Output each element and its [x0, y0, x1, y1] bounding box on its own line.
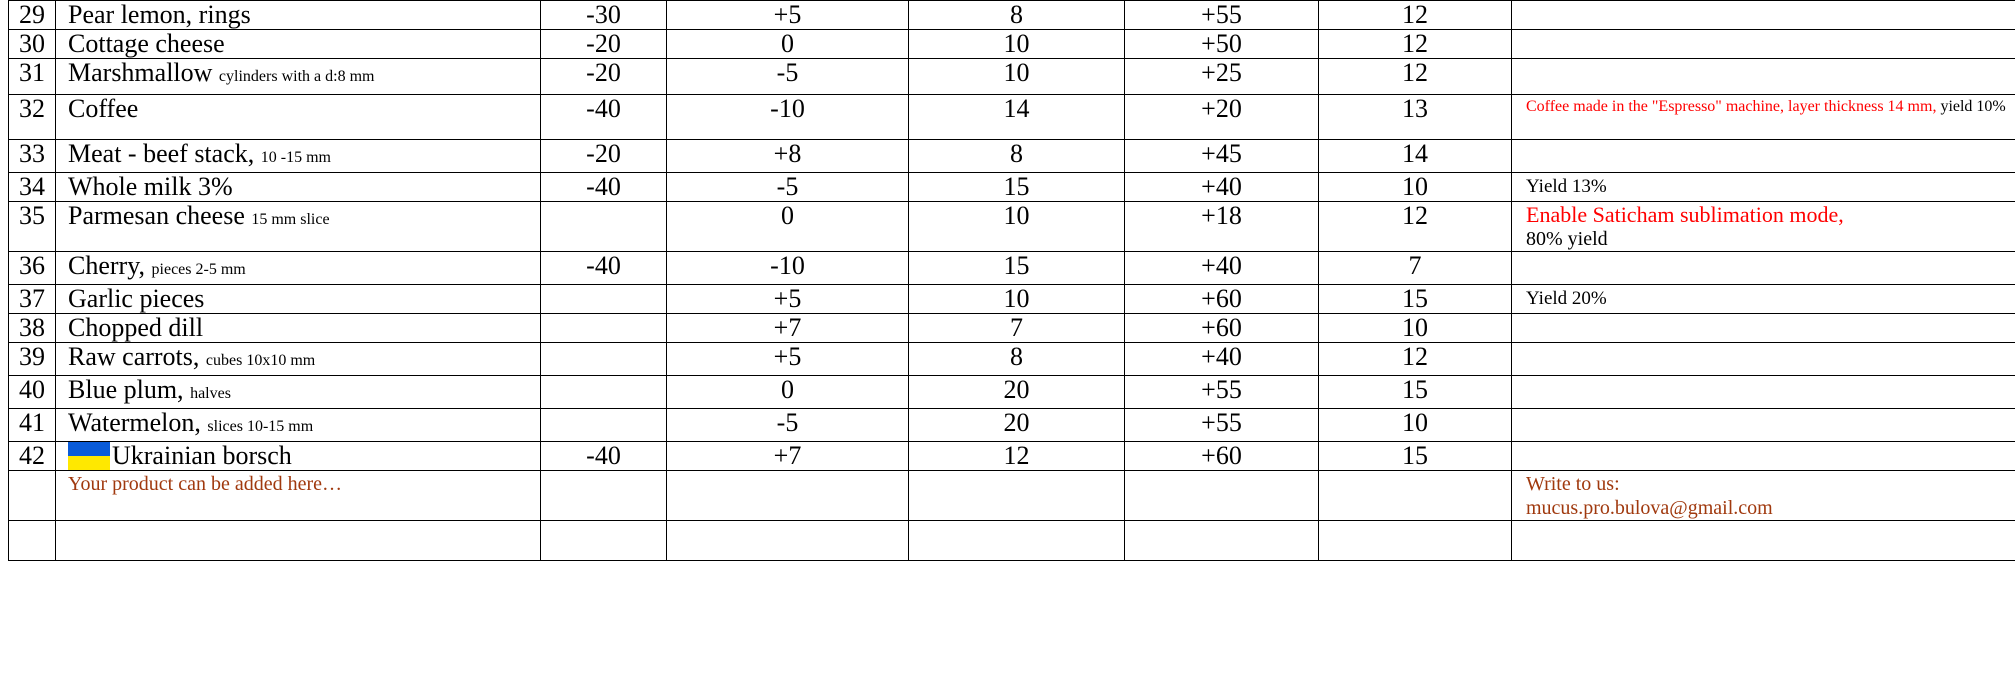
table-row: 31 Marshmallow cylinders with a d:8 mm -20 -5 10 +25 12	[9, 59, 2015, 95]
note-cell: Yield 20%	[1512, 285, 2015, 314]
note-cell	[1512, 252, 2015, 285]
table-row	[9, 521, 2015, 561]
product-detail: cubes 10x10 mm	[205, 352, 316, 369]
table-row: 41 Watermelon, slices 10-15 mm -5 20 +55 10	[9, 409, 2015, 442]
table-row: 36 Cherry, pieces 2-5 mm -40 -10 15 +40 7	[9, 252, 2015, 285]
note-cell	[1512, 59, 2015, 95]
product-name: Meat - beef stack,	[68, 139, 255, 168]
note-cell	[1512, 343, 2015, 376]
product-name: Pear lemon, rings	[68, 0, 251, 29]
table-row: 42 Ukrainian borsch -40 +7 12 +60 15	[9, 442, 2015, 471]
table-row: 40 Blue plum, halves 0 20 +55 15	[9, 376, 2015, 409]
note-cell	[1512, 409, 2015, 442]
product-name: Raw carrots,	[68, 342, 200, 371]
table-row: 39 Raw carrots, cubes 10x10 mm +5 8 +40 12	[9, 343, 2015, 376]
write-to-us-label: Write to us:	[1526, 473, 1620, 495]
note-cell: Yield 13%	[1512, 173, 2015, 202]
product-name: Cottage cheese	[68, 29, 225, 58]
note-cell	[1512, 30, 2015, 59]
note-cell	[1512, 314, 2015, 343]
note-cell	[1512, 376, 2015, 409]
table-row: 38 Chopped dill +7 7 +60 10	[9, 314, 2015, 343]
parmesan-yield: 80% yield	[1526, 228, 1608, 250]
product-detail: 15 mm slice	[251, 211, 330, 228]
product-name: Ukrainian borsch	[112, 441, 292, 470]
ukraine-flag-icon	[68, 442, 110, 470]
table-row: 35 Parmesan cheese 15 mm slice 0 10 +18 12 Enable Saticham sublimation mode, 80% yield	[9, 202, 2015, 252]
product-name: Blue plum,	[68, 375, 184, 404]
product-detail: pieces 2-5 mm	[151, 261, 246, 278]
sublimation-note: Enable Saticham sublimation mode,	[1526, 202, 1844, 227]
note-cell	[1512, 442, 2015, 471]
table-row: 33 Meat - beef stack, 10 -15 mm -20 +8 8 +45 14	[9, 140, 2015, 173]
product-name: Cherry,	[68, 251, 146, 280]
product-name: Coffee	[68, 94, 139, 123]
table-row: 29 Pear lemon, rings -30 +5 8 +55 12	[9, 1, 2015, 30]
table-row: 32 Coffee -40 -10 14 +20 13 Coffee made in the "Espresso" machine, layer thickness 14 mm, yield 10%	[9, 95, 2015, 140]
table-row: 34 Whole milk 3% -40 -5 15 +40 10 Yield 13%	[9, 173, 2015, 202]
product-name: Watermelon,	[68, 408, 201, 437]
product-table	[8, 0, 2015, 561]
note-cell	[1512, 202, 2015, 252]
note-cell	[1512, 95, 2015, 140]
table-row: 37 Garlic pieces +5 10 +60 15 Yield 20%	[9, 285, 2015, 314]
coffee-yield: yield 10%	[1936, 98, 2006, 115]
table-row: 30 Cottage cheese -20 0 10 +50 12	[9, 30, 2015, 59]
product-name: Parmesan cheese	[68, 201, 245, 230]
table-row	[9, 471, 2015, 521]
product-name: Chopped dill	[68, 313, 204, 342]
product-detail: 10 -15 mm	[260, 149, 331, 166]
product-detail: slices 10-15 mm	[207, 418, 314, 435]
product-name: Marshmallow	[68, 58, 213, 87]
note-cell	[1512, 140, 2015, 173]
product-name: Garlic pieces	[68, 284, 205, 313]
product-detail: halves	[190, 385, 231, 402]
product-name: Whole milk 3%	[68, 172, 233, 201]
contact-cell	[1512, 471, 2015, 521]
product-detail: cylinders with a d:8 mm	[218, 68, 375, 85]
contact-email-link[interactable]: mucus.pro.bulova@gmail.com	[1526, 497, 1773, 519]
add-product-prompt: Your product can be added here…	[56, 471, 541, 521]
note-cell	[1512, 1, 2015, 30]
coffee-note: Coffee made in the "Espresso" machine, layer thickness 14 mm,	[1526, 98, 1937, 115]
